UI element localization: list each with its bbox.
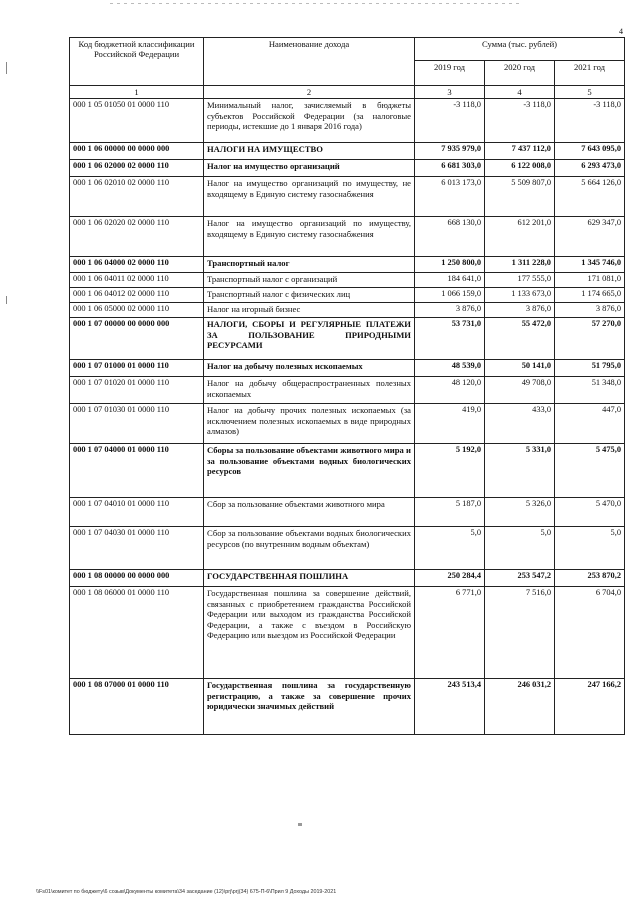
code-cell: 000 1 07 04010 01 0000 110 — [70, 498, 204, 527]
col-index-4: 4 — [485, 86, 555, 99]
col-index-5: 5 — [555, 86, 625, 99]
value-2021-cell: 247 166,2 — [555, 679, 625, 735]
name-cell: Налог на добычу прочих полезных ископаемых (за исключением полезных ископаемых в виде природных алмазов) — [204, 404, 415, 444]
name-cell: Транспортный налог — [204, 257, 415, 273]
value-2019-cell: 5 192,0 — [415, 444, 485, 498]
value-2021-cell: 3 876,0 — [555, 303, 625, 318]
value-2020-cell: 5,0 — [485, 527, 555, 570]
value-2020-cell: 3 876,0 — [485, 303, 555, 318]
code-cell: 000 1 06 02010 02 0000 110 — [70, 177, 204, 217]
value-2020-cell: 6 122 008,0 — [485, 160, 555, 177]
scan-artifact — [110, 3, 520, 4]
value-2019-cell: 1 066 159,0 — [415, 288, 485, 303]
code-cell: 000 1 06 00000 00 0000 000 — [70, 143, 204, 160]
table-row — [70, 257, 625, 273]
name-cell: Налог на добычу общераспространенных полезных ископаемых — [204, 377, 415, 404]
value-2021-cell: 1 174 665,0 — [555, 288, 625, 303]
header-sum: Сумма (тыс. рублей) — [415, 38, 625, 61]
name-cell: Налог на имущество организаций по имуществу, не входящему в Единую систему газоснабжения — [204, 177, 415, 217]
name-cell: Государственная пошлина за государственную регистрацию, а также за совершение прочих юридически значимых действий — [204, 679, 415, 735]
value-2019-cell: 668 130,0 — [415, 217, 485, 257]
table-row — [70, 498, 625, 527]
footer-file-path: \\Fs01\комитет по бюджету\6 созыв\Документы комитета\34 заседание (12)\prj\prj(34) 675-П-6\Прил 9 Доходы 2019-2021 — [36, 889, 337, 895]
col-index-2: 2 — [204, 86, 415, 99]
name-cell: Налог на имущество организаций — [204, 160, 415, 177]
value-2020-cell: 5 509 807,0 — [485, 177, 555, 217]
name-cell: Государственная пошлина за совершение действий, связанных с приобретением гражданства Российской Федерации или выходом из гражданства Российской Федерации, а также с въездом в Российскую Федерацию или выездом из Российской Федерации — [204, 587, 415, 679]
margin-mark — [6, 62, 7, 74]
name-cell: НАЛОГИ, СБОРЫ И РЕГУЛЯРНЫЕ ПЛАТЕЖИ ЗА ПОЛЬЗОВАНИЕ ПРИРОДНЫМИ РЕСУРСАМИ — [204, 318, 415, 360]
header-code: Код бюджетной классификации Российской Федерации — [70, 38, 204, 86]
code-cell: 000 1 07 01030 01 0000 110 — [70, 404, 204, 444]
value-2021-cell: 51 348,0 — [555, 377, 625, 404]
table-row — [70, 587, 625, 679]
code-cell: 000 1 06 04000 02 0000 110 — [70, 257, 204, 273]
value-2019-cell: 184 641,0 — [415, 273, 485, 288]
value-2019-cell: 5 187,0 — [415, 498, 485, 527]
value-2021-cell: 6 293 473,0 — [555, 160, 625, 177]
value-2021-cell: -3 118,0 — [555, 99, 625, 143]
value-2021-cell: 5,0 — [555, 527, 625, 570]
table-row — [70, 177, 625, 217]
value-2021-cell: 5 475,0 — [555, 444, 625, 498]
code-cell: 000 1 07 04000 01 0000 110 — [70, 444, 204, 498]
value-2021-cell: 447,0 — [555, 404, 625, 444]
name-cell: НАЛОГИ НА ИМУЩЕСТВО — [204, 143, 415, 160]
value-2020-cell: 7 516,0 — [485, 587, 555, 679]
value-2021-cell: 1 345 746,0 — [555, 257, 625, 273]
value-2019-cell: 48 120,0 — [415, 377, 485, 404]
value-2019-cell: -3 118,0 — [415, 99, 485, 143]
col-index-3: 3 — [415, 86, 485, 99]
value-2019-cell: 250 284,4 — [415, 570, 485, 587]
table-row — [70, 360, 625, 377]
value-2020-cell: 1 311 228,0 — [485, 257, 555, 273]
header-year-2019: 2019 год — [415, 61, 485, 86]
table-row — [70, 679, 625, 735]
value-2019-cell: 7 935 979,0 — [415, 143, 485, 160]
value-2020-cell: 433,0 — [485, 404, 555, 444]
value-2019-cell: 1 250 800,0 — [415, 257, 485, 273]
value-2021-cell: 51 795,0 — [555, 360, 625, 377]
code-cell: 000 1 06 05000 02 0000 110 — [70, 303, 204, 318]
value-2019-cell: 6 681 303,0 — [415, 160, 485, 177]
value-2021-cell: 57 270,0 — [555, 318, 625, 360]
name-cell: Сбор за пользование объектами животного мира — [204, 498, 415, 527]
value-2020-cell: 5 326,0 — [485, 498, 555, 527]
table-row — [70, 404, 625, 444]
name-cell: Налог на игорный бизнес — [204, 303, 415, 318]
value-2020-cell: 50 141,0 — [485, 360, 555, 377]
table-row — [70, 217, 625, 257]
header-name: Наименование дохода — [204, 38, 415, 86]
name-cell: Налог на имущество организаций по имуществу, входящему в Единую систему газоснабжения — [204, 217, 415, 257]
code-cell: 000 1 06 04011 02 0000 110 — [70, 273, 204, 288]
table-row — [70, 273, 625, 288]
value-2021-cell: 629 347,0 — [555, 217, 625, 257]
table-row — [70, 570, 625, 587]
value-2020-cell: 7 437 112,0 — [485, 143, 555, 160]
value-2021-cell: 253 870,2 — [555, 570, 625, 587]
value-2020-cell: 5 331,0 — [485, 444, 555, 498]
code-cell: 000 1 08 07000 01 0000 110 — [70, 679, 204, 735]
value-2020-cell: 612 201,0 — [485, 217, 555, 257]
value-2020-cell: -3 118,0 — [485, 99, 555, 143]
margin-mark — [6, 296, 7, 304]
page-number: 4 — [619, 27, 623, 36]
value-2019-cell: 5,0 — [415, 527, 485, 570]
value-2020-cell: 246 031,2 — [485, 679, 555, 735]
value-2020-cell: 253 547,2 — [485, 570, 555, 587]
revenue-table — [69, 37, 625, 735]
value-2021-cell: 5 664 126,0 — [555, 177, 625, 217]
value-2020-cell: 55 472,0 — [485, 318, 555, 360]
code-cell: 000 1 08 00000 00 0000 000 — [70, 570, 204, 587]
name-cell: Сбор за пользование объектами водных биологических ресурсов (по внутренним водным объектам) — [204, 527, 415, 570]
code-cell: 000 1 06 02020 02 0000 110 — [70, 217, 204, 257]
name-cell: Минимальный налог, зачисляемый в бюджеты субъектов Российской Федерации (за налоговые периоды, истекшие до 1 января 2016 года) — [204, 99, 415, 143]
code-cell: 000 1 07 01020 01 0000 110 — [70, 377, 204, 404]
value-2020-cell: 177 555,0 — [485, 273, 555, 288]
name-cell: Сборы за пользование объектами животного мира и за пользование объектами водных биологических ресурсов — [204, 444, 415, 498]
value-2019-cell: 419,0 — [415, 404, 485, 444]
value-2021-cell: 5 470,0 — [555, 498, 625, 527]
header-year-2020: 2020 год — [485, 61, 555, 86]
value-2019-cell: 243 513,4 — [415, 679, 485, 735]
table-row — [70, 318, 625, 360]
code-cell: 000 1 07 04030 01 0000 110 — [70, 527, 204, 570]
table-row — [70, 303, 625, 318]
code-cell: 000 1 06 04012 02 0000 110 — [70, 288, 204, 303]
value-2021-cell: 171 081,0 — [555, 273, 625, 288]
name-cell: Налог на добычу полезных ископаемых — [204, 360, 415, 377]
table-row — [70, 160, 625, 177]
name-cell: Транспортный налог с физических лиц — [204, 288, 415, 303]
table-row — [70, 377, 625, 404]
name-cell: Транспортный налог с организаций — [204, 273, 415, 288]
header-year-2021: 2021 год — [555, 61, 625, 86]
value-2019-cell: 53 731,0 — [415, 318, 485, 360]
code-cell: 000 1 07 01000 01 0000 110 — [70, 360, 204, 377]
code-cell: 000 1 05 01050 01 0000 110 — [70, 99, 204, 143]
scan-speck — [298, 823, 302, 826]
value-2020-cell: 49 708,0 — [485, 377, 555, 404]
col-index-1: 1 — [70, 86, 204, 99]
table-row — [70, 99, 625, 143]
code-cell: 000 1 06 02000 02 0000 110 — [70, 160, 204, 177]
value-2019-cell: 3 876,0 — [415, 303, 485, 318]
table-row — [70, 143, 625, 160]
table-row — [70, 444, 625, 498]
value-2021-cell: 6 704,0 — [555, 587, 625, 679]
value-2020-cell: 1 133 673,0 — [485, 288, 555, 303]
name-cell: ГОСУДАРСТВЕННАЯ ПОШЛИНА — [204, 570, 415, 587]
code-cell: 000 1 08 06000 01 0000 110 — [70, 587, 204, 679]
value-2021-cell: 7 643 095,0 — [555, 143, 625, 160]
table-row — [70, 288, 625, 303]
value-2019-cell: 48 539,0 — [415, 360, 485, 377]
table-row — [70, 527, 625, 570]
value-2019-cell: 6 013 173,0 — [415, 177, 485, 217]
code-cell: 000 1 07 00000 00 0000 000 — [70, 318, 204, 360]
value-2019-cell: 6 771,0 — [415, 587, 485, 679]
